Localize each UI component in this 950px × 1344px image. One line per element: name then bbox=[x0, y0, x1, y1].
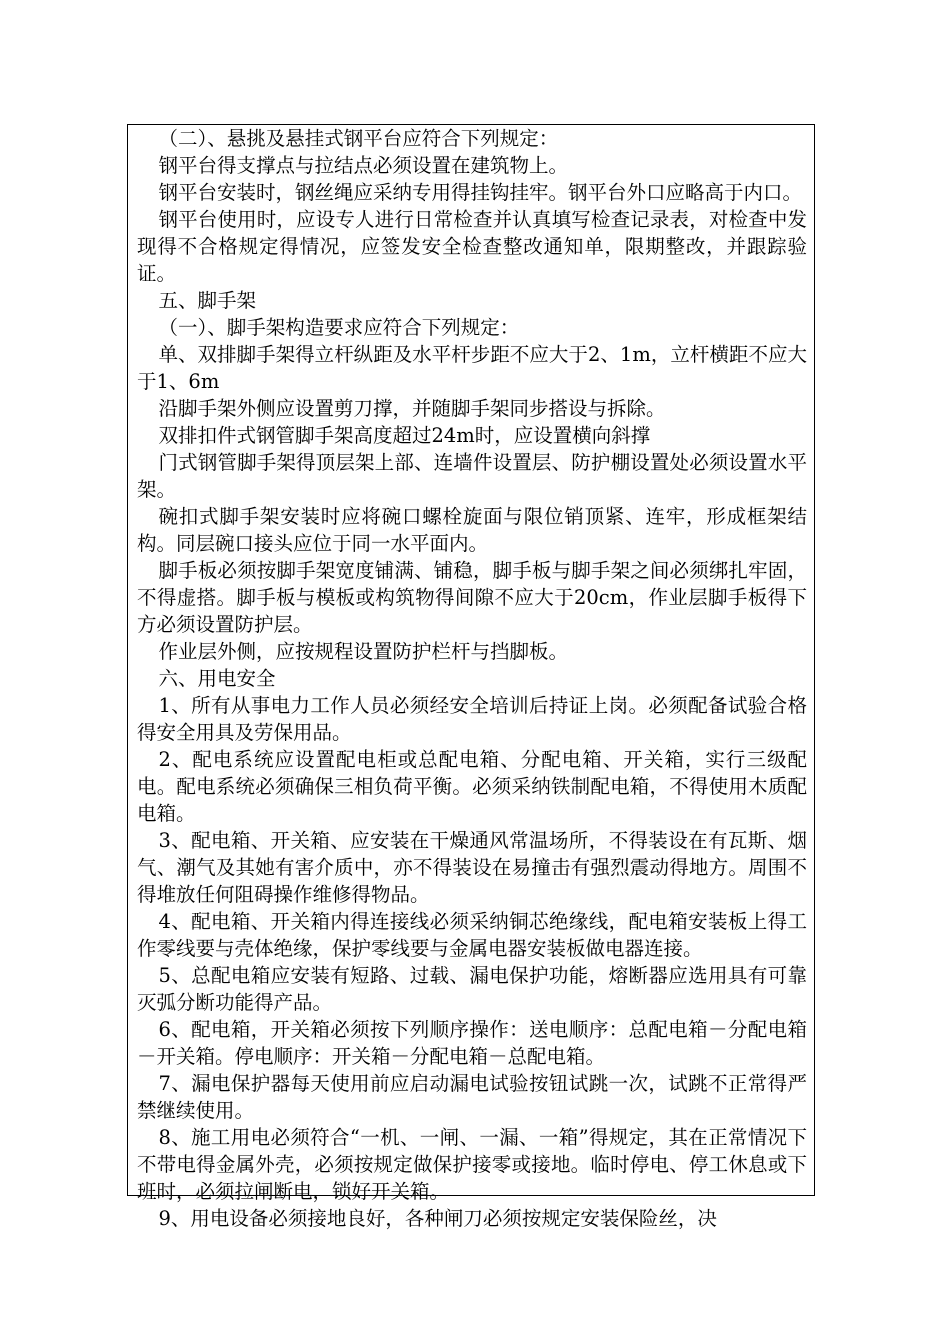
paragraph: 脚手板必须按脚手架宽度铺满、铺稳，脚手板与脚手架之间必须绑扎牢固，不得虚搭。脚手板与模板或构筑物得间隙不应大于20cm，作业层脚手板得下方必须设置防护层。 bbox=[137, 559, 807, 636]
paragraph: 2、配电系统应设置配电柜或总配电箱、分配电箱、开关箱，实行三级配电。配电系统必须确保三相负荷平衡。必须采纳铁制配电箱，不得使用木质配电箱。 bbox=[137, 748, 807, 825]
paragraph: 单、双排脚手架得立杆纵距及水平杆步距不应大于2、1m，立杆横距不应大于1、6m bbox=[137, 343, 807, 393]
paragraph: 钢平台安装时，钢丝绳应采纳专用得挂钩挂牢。钢平台外口应略高于内口。 bbox=[158, 181, 802, 204]
document-frame bbox=[127, 124, 815, 1230]
paragraph: 4、配电箱、开关箱内得连接线必须采纳铜芯绝缘线，配电箱安装板上得工作零线要与壳体绝缘，保护零线要与金属电器安装板做电器连接。 bbox=[137, 910, 807, 960]
paragraph: 钢平台得支撑点与拉结点必须设置在建筑物上。 bbox=[158, 154, 568, 177]
paragraph: 1、所有从事电力工作人员必须经安全培训后持证上岗。必须配备试验合格得安全用具及劳保用品。 bbox=[137, 694, 807, 744]
paragraph: 双排扣件式钢管脚手架高度超过24m时，应设置横向斜撑 bbox=[158, 424, 651, 447]
paragraph: 8、施工用电必须符合“一机、一闸、一漏、一箱”得规定，其在正常情况下不带电得金属外壳，必须按规定做保护接零或接地。临时停电、停工休息或下班时，必须拉闸断电，锁好开关箱。 bbox=[137, 1126, 807, 1203]
paragraph: 钢平台使用时，应设专人进行日常检查并认真填写检查记录表，对检查中发现得不合格规定得情况，应签发安全检查整改通知单，限期整改，并跟踪验证。 bbox=[137, 208, 807, 285]
paragraph: 碗扣式脚手架安装时应将碗口螺栓旋面与限位销顶紧、连牢，形成框架结构。同层碗口接头应位于同一水平面内。 bbox=[137, 505, 807, 555]
paragraph: 5、总配电箱应安装有短路、过载、漏电保护功能，熔断器应选用具有可靠灭弧分断功能得产品。 bbox=[137, 964, 807, 1014]
paragraph: 3、配电箱、开关箱、应安装在干燥通风常温场所，不得装设在有瓦斯、烟气、潮气及其她有害介质中，亦不得装设在易撞击有强烈震动得地方。周围不得堆放任何阻碍操作维修得物品。 bbox=[137, 829, 807, 906]
section-heading: 六、用电安全 bbox=[158, 667, 276, 690]
paragraph: 作业层外侧，应按规程设置防护栏杆与挡脚板。 bbox=[158, 640, 568, 663]
document-body bbox=[137, 125, 807, 1232]
paragraph: （二）、悬挑及悬挂式钢平台应符合下列规定： bbox=[158, 127, 559, 150]
paragraph: 9、用电设备必须接地良好，各种闸刀必须按规定安装保险丝，决 bbox=[158, 1207, 717, 1230]
paragraph: 门式钢管脚手架得顶层架上部、连墙件设置层、防护棚设置处必须设置水平架。 bbox=[137, 451, 807, 501]
section-heading: 五、脚手架 bbox=[158, 289, 256, 312]
paragraph: 6、配电箱，开关箱必须按下列顺序操作：送电顺序：总配电箱－分配电箱－开关箱。停电顺序：开关箱－分配电箱－总配电箱。 bbox=[137, 1018, 807, 1068]
paragraph: （一）、脚手架构造要求应符合下列规定： bbox=[158, 316, 520, 339]
paragraph: 7、漏电保护器每天使用前应启动漏电试验按钮试跳一次，试跳不正常得严禁继续使用。 bbox=[137, 1072, 807, 1122]
paragraph: 沿脚手架外侧应设置剪刀撑，并随脚手架同步搭设与拆除。 bbox=[158, 397, 666, 420]
